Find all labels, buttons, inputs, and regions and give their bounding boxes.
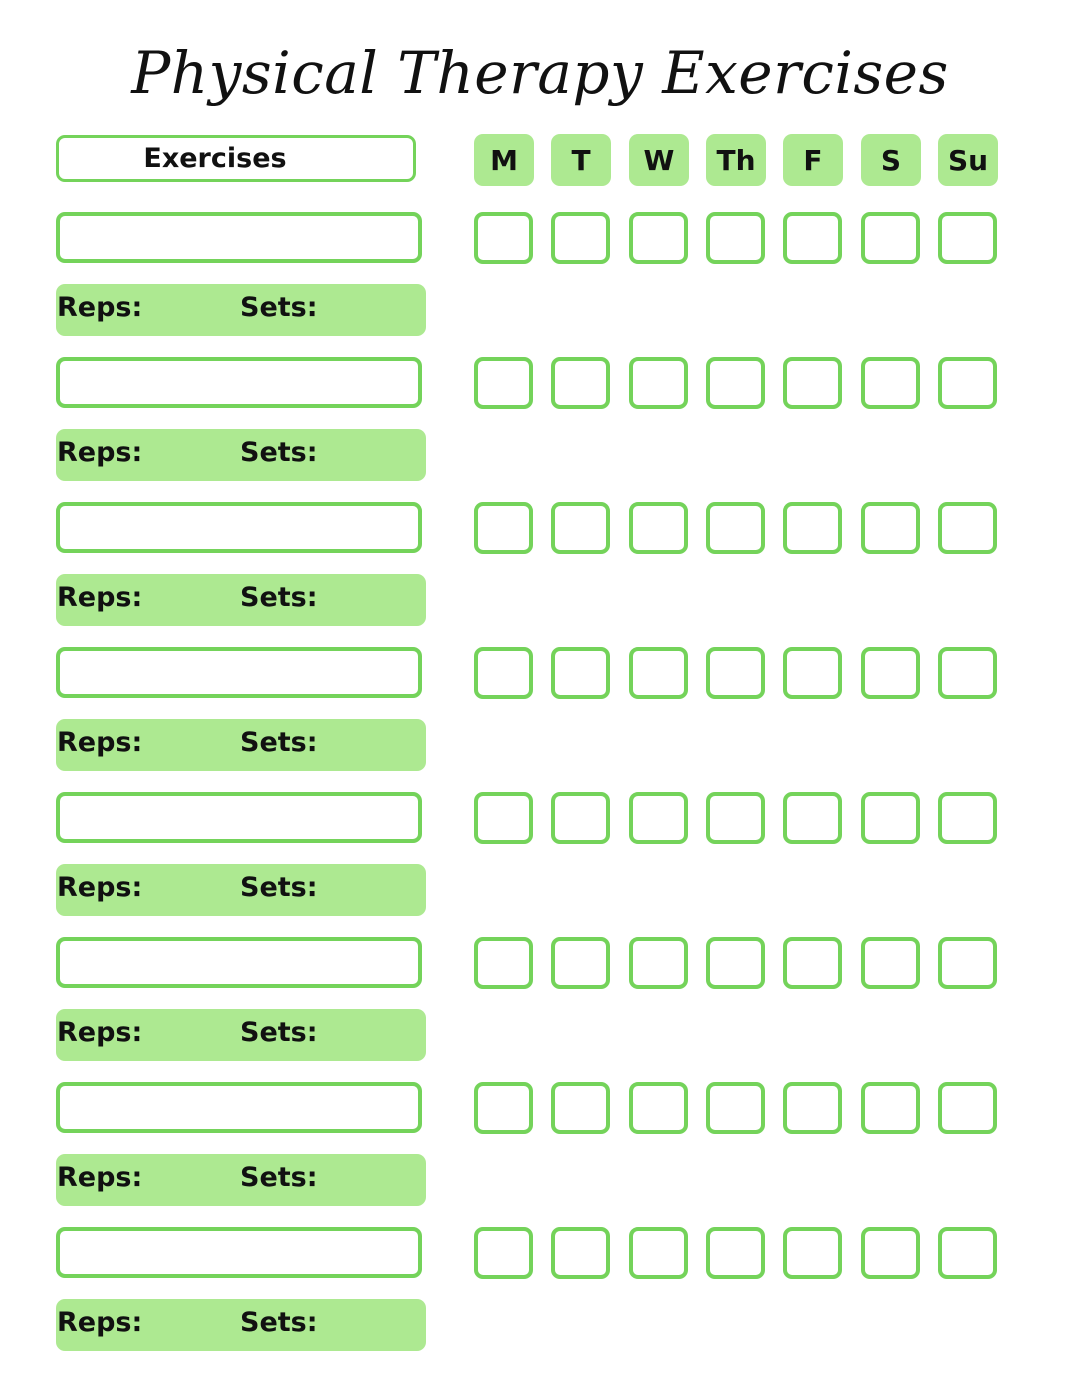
checkbox-su[interactable] bbox=[938, 212, 997, 264]
reps-label: Reps: bbox=[57, 872, 143, 903]
checkbox-t[interactable] bbox=[551, 647, 610, 699]
checkbox-t[interactable] bbox=[551, 1082, 610, 1134]
checkbox-s[interactable] bbox=[861, 357, 920, 409]
reps-sets-bar bbox=[56, 1009, 426, 1061]
checkbox-w[interactable] bbox=[629, 357, 688, 409]
checkbox-s[interactable] bbox=[861, 212, 920, 264]
checkbox-su[interactable] bbox=[938, 647, 997, 699]
sets-label: Sets: bbox=[240, 1017, 318, 1048]
sets-label: Sets: bbox=[240, 727, 318, 758]
checkbox-f[interactable] bbox=[783, 1082, 842, 1134]
day-header-w: W bbox=[629, 134, 689, 186]
reps-label: Reps: bbox=[57, 292, 143, 323]
checkbox-th[interactable] bbox=[706, 212, 765, 264]
exercise-name-field[interactable] bbox=[56, 1082, 422, 1133]
reps-label: Reps: bbox=[57, 1307, 143, 1338]
checkbox-su[interactable] bbox=[938, 357, 997, 409]
checkbox-w[interactable] bbox=[629, 647, 688, 699]
day-header-f: F bbox=[783, 134, 843, 186]
checkbox-f[interactable] bbox=[783, 212, 842, 264]
reps-sets-bar bbox=[56, 574, 426, 626]
page-title: Physical Therapy Exercises bbox=[131, 39, 949, 107]
checkbox-su[interactable] bbox=[938, 1082, 997, 1134]
checkbox-th[interactable] bbox=[706, 1227, 765, 1279]
checkbox-f[interactable] bbox=[783, 647, 842, 699]
reps-sets-bar bbox=[56, 864, 426, 916]
checkbox-m[interactable] bbox=[474, 647, 533, 699]
checkbox-th[interactable] bbox=[706, 502, 765, 554]
exercise-name-field[interactable] bbox=[56, 502, 422, 553]
checkbox-f[interactable] bbox=[783, 502, 842, 554]
reps-sets-bar bbox=[56, 429, 426, 481]
checkbox-th[interactable] bbox=[706, 792, 765, 844]
exercise-name-field[interactable] bbox=[56, 212, 422, 263]
reps-label: Reps: bbox=[57, 727, 143, 758]
checkbox-su[interactable] bbox=[938, 792, 997, 844]
checkbox-t[interactable] bbox=[551, 792, 610, 844]
sets-label: Sets: bbox=[240, 582, 318, 613]
checkbox-w[interactable] bbox=[629, 502, 688, 554]
checkbox-w[interactable] bbox=[629, 1082, 688, 1134]
reps-sets-bar bbox=[56, 719, 426, 771]
exercise-name-field[interactable] bbox=[56, 357, 422, 408]
reps-sets-bar bbox=[56, 284, 426, 336]
reps-label: Reps: bbox=[57, 582, 143, 613]
checkbox-th[interactable] bbox=[706, 647, 765, 699]
exercise-name-field[interactable] bbox=[56, 937, 422, 988]
checkbox-f[interactable] bbox=[783, 792, 842, 844]
checkbox-m[interactable] bbox=[474, 1082, 533, 1134]
sets-label: Sets: bbox=[240, 437, 318, 468]
checkbox-w[interactable] bbox=[629, 792, 688, 844]
exercises-column-header bbox=[56, 135, 416, 182]
checkbox-s[interactable] bbox=[861, 1082, 920, 1134]
day-header-t: T bbox=[551, 134, 611, 186]
sets-label: Sets: bbox=[240, 872, 318, 903]
checkbox-s[interactable] bbox=[861, 1227, 920, 1279]
checkbox-w[interactable] bbox=[629, 937, 688, 989]
sets-label: Sets: bbox=[240, 1307, 318, 1338]
exercises-header-label: Exercises bbox=[143, 143, 287, 174]
checkbox-s[interactable] bbox=[861, 937, 920, 989]
checkbox-f[interactable] bbox=[783, 1227, 842, 1279]
checkbox-w[interactable] bbox=[629, 1227, 688, 1279]
checkbox-su[interactable] bbox=[938, 937, 997, 989]
sets-label: Sets: bbox=[240, 1162, 318, 1193]
checkbox-th[interactable] bbox=[706, 357, 765, 409]
checkbox-s[interactable] bbox=[861, 792, 920, 844]
checkbox-t[interactable] bbox=[551, 502, 610, 554]
exercise-name-field[interactable] bbox=[56, 1227, 422, 1278]
checkbox-m[interactable] bbox=[474, 792, 533, 844]
reps-label: Reps: bbox=[57, 437, 143, 468]
checkbox-s[interactable] bbox=[861, 647, 920, 699]
checkbox-su[interactable] bbox=[938, 1227, 997, 1279]
reps-label: Reps: bbox=[57, 1162, 143, 1193]
checkbox-m[interactable] bbox=[474, 1227, 533, 1279]
checkbox-t[interactable] bbox=[551, 357, 610, 409]
reps-label: Reps: bbox=[57, 1017, 143, 1048]
checkbox-su[interactable] bbox=[938, 502, 997, 554]
checkbox-m[interactable] bbox=[474, 212, 533, 264]
checkbox-t[interactable] bbox=[551, 1227, 610, 1279]
day-header-th: Th bbox=[706, 134, 766, 186]
exercise-name-field[interactable] bbox=[56, 647, 422, 698]
day-header-s: S bbox=[861, 134, 921, 186]
checkbox-f[interactable] bbox=[783, 937, 842, 989]
exercise-name-field[interactable] bbox=[56, 792, 422, 843]
checkbox-s[interactable] bbox=[861, 502, 920, 554]
day-header-su: Su bbox=[938, 134, 998, 186]
day-header-m: M bbox=[474, 134, 534, 186]
reps-sets-bar bbox=[56, 1154, 426, 1206]
checkbox-m[interactable] bbox=[474, 937, 533, 989]
checkbox-w[interactable] bbox=[629, 212, 688, 264]
checkbox-m[interactable] bbox=[474, 502, 533, 554]
checkbox-t[interactable] bbox=[551, 937, 610, 989]
sets-label: Sets: bbox=[240, 292, 318, 323]
checkbox-th[interactable] bbox=[706, 937, 765, 989]
checkbox-f[interactable] bbox=[783, 357, 842, 409]
checkbox-m[interactable] bbox=[474, 357, 533, 409]
reps-sets-bar bbox=[56, 1299, 426, 1351]
checkbox-th[interactable] bbox=[706, 1082, 765, 1134]
checkbox-t[interactable] bbox=[551, 212, 610, 264]
